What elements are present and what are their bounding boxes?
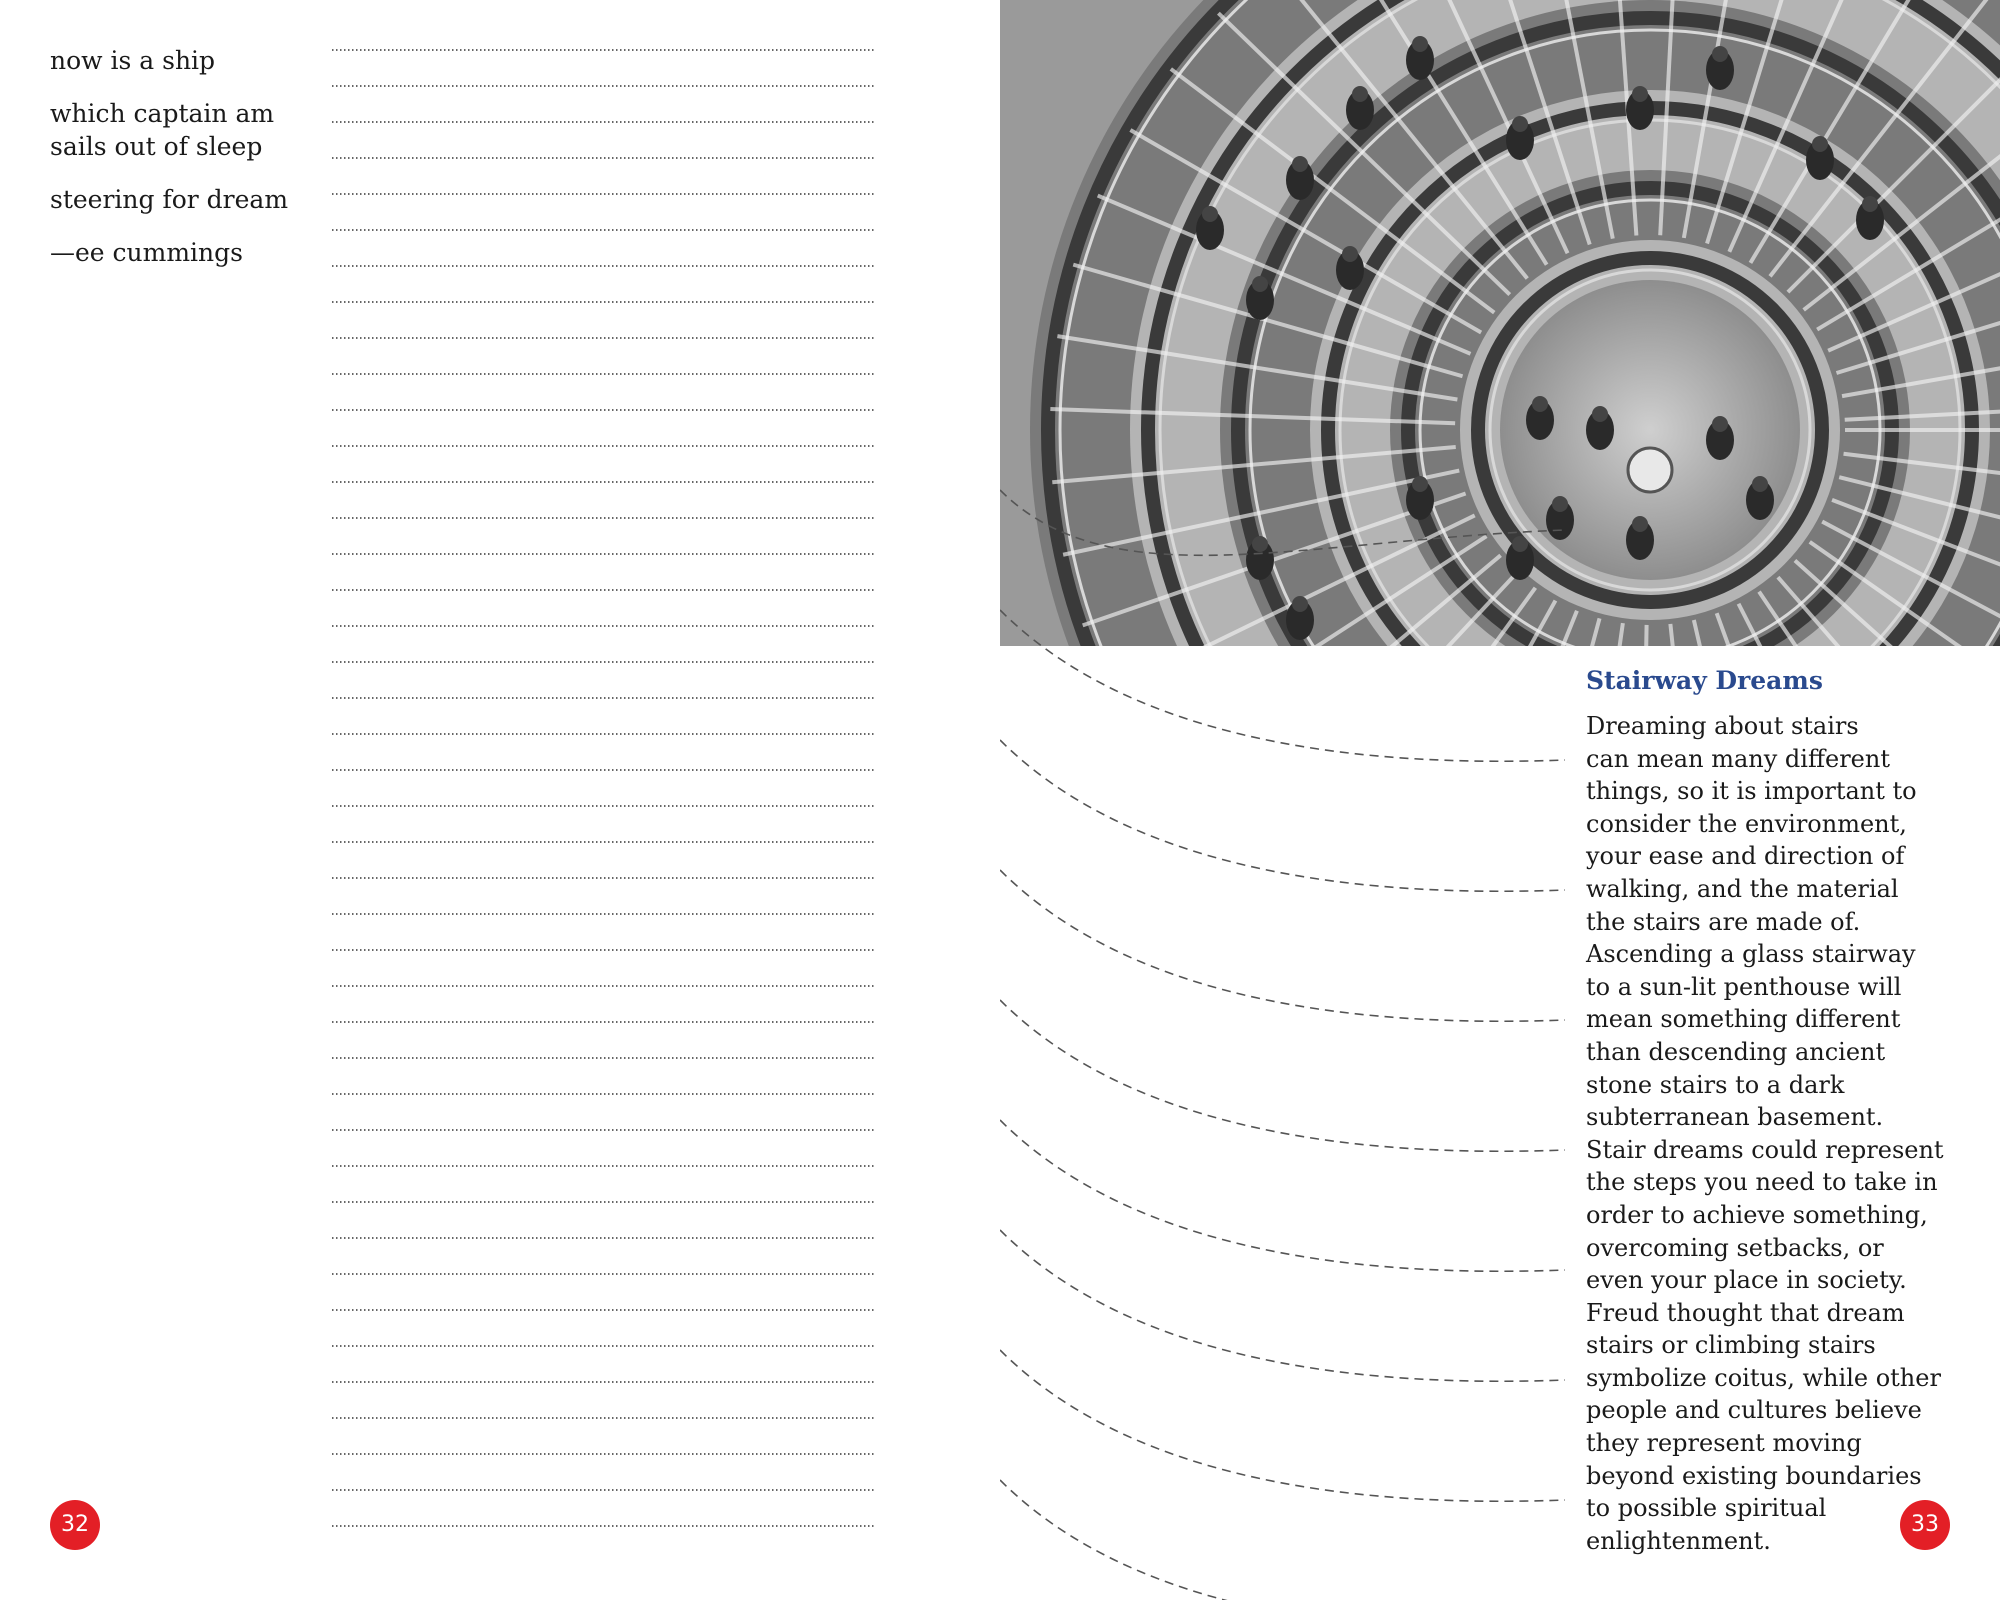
writing-curve xyxy=(1000,1480,1565,1600)
article-body: Dreaming about stairs can mean many different things, so it is important to consider the environment, your ease and direction of walking, and the material the stairs are made of. Ascending a glass stairway to a sun-lit penthouse will mean something different than descending ancient stone stairs to a dark subterranean basement. Stair dreams could represent the steps you need to take in order to achieve something, overcoming setbacks, or even your place in society. Freud thought that dream stairs or climbing stairs symbolize coitus, while other people and cultures believe they represent moving beyond existing boundaries to possible spiritual enlightenment. xyxy=(1586,712,1944,1555)
dashed-writing-curves xyxy=(1000,480,1580,1600)
writing-curve xyxy=(1000,1000,1565,1151)
page-number-badge: 32 xyxy=(50,1500,100,1550)
writing-curve xyxy=(1000,740,1565,891)
page-number-badge: 33 xyxy=(1900,1500,1950,1550)
right-page xyxy=(1000,0,2000,1600)
dotted-writing-lines xyxy=(332,0,876,1600)
poem-attribution: —ee cummings xyxy=(50,238,243,267)
writing-curve xyxy=(1000,490,1565,555)
article xyxy=(1586,664,1958,1557)
poem-line: now is a ship xyxy=(50,46,216,75)
writing-curve xyxy=(1000,1350,1565,1501)
epigraph-poem xyxy=(50,44,320,289)
writing-curve xyxy=(1000,1120,1565,1271)
poem-line: which captain am sails out of sleep xyxy=(50,99,275,161)
poem-line: steering for dream xyxy=(50,185,289,214)
article-heading: Stairway Dreams xyxy=(1586,666,1823,695)
writing-curve xyxy=(1000,610,1565,761)
writing-curve xyxy=(1000,870,1565,1021)
